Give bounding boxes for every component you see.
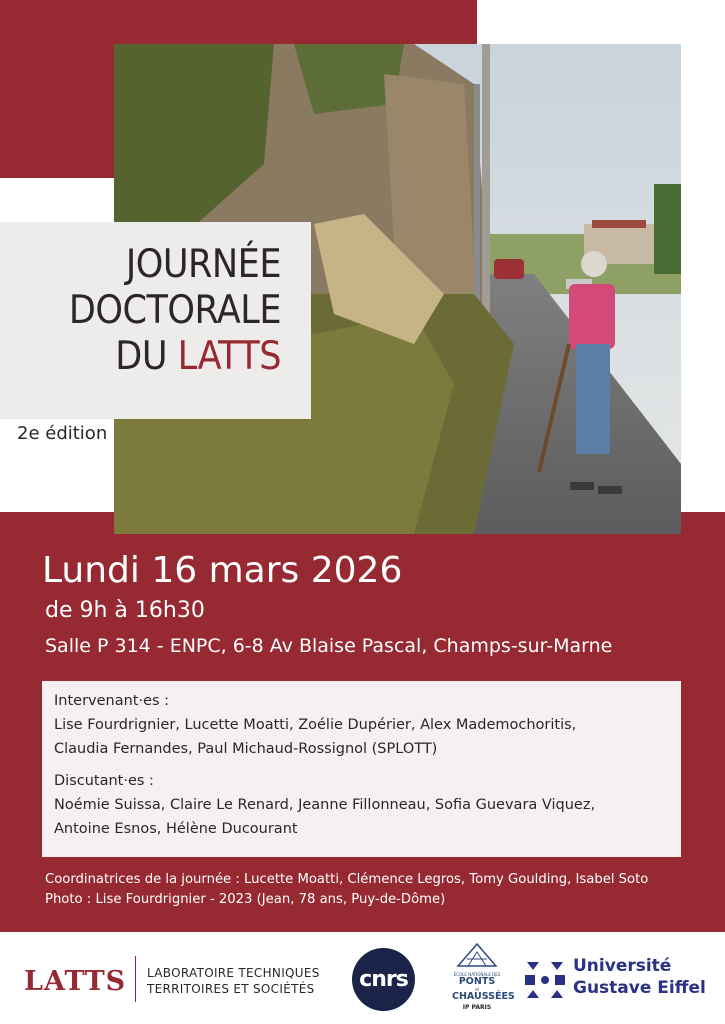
discussants-line-2: Antoine Esnos, Hélène Ducourant: [54, 821, 298, 837]
ip-paris-label: IP PARIS: [462, 1004, 492, 1011]
edition-label: 2e édition: [17, 423, 108, 444]
ponts-conjunction: et: [474, 987, 480, 992]
participants-panel: [42, 681, 681, 857]
uge-line-1: Université: [573, 956, 672, 976]
title-panel: [0, 222, 311, 419]
latts-logo: LATTS: [24, 966, 127, 997]
speakers-line-2: Claudia Fernandes, Paul Michaud-Rossignol (SPLOTT): [54, 741, 438, 757]
uge-name: [573, 955, 706, 999]
lab-name-line-2: TERRITOIRES ET SOCIÉTÉS: [147, 982, 315, 996]
partner-logos-footer: [0, 932, 725, 1024]
event-title: [69, 242, 281, 380]
uge-line-2: Gustave Eiffel: [573, 978, 706, 998]
discussants-line-1: Noémie Suissa, Claire Le Renard, Jeanne Fillonneau, Sofia Guevara Viquez,: [54, 797, 596, 813]
uge-logo: [523, 954, 723, 1009]
credits: [45, 870, 648, 910]
lab-name-line-1: LABORATOIRE TECHNIQUES: [147, 966, 320, 980]
uge-emblem-icon: [523, 958, 567, 1002]
ponts-logo: [452, 942, 515, 1022]
title-prefix: DU: [115, 334, 178, 379]
lab-name: [147, 965, 320, 997]
event-venue: Salle P 314 - ENPC, 6-8 Av Blaise Pascal, Champs-sur-Marne: [45, 635, 613, 657]
title-line-2: DOCTORALE: [68, 288, 281, 333]
title-line-1: JOURNÉE: [125, 242, 281, 287]
ponts-word-1: PONTS: [458, 976, 496, 987]
title-line-3: [69, 334, 281, 380]
discussants-heading: Discutant·es :: [54, 773, 154, 789]
event-date: Lundi 16 mars 2026: [42, 550, 403, 591]
ponts-triangle-icon: [452, 942, 502, 968]
photo-credit: Photo : Lise Fourdrignier - 2023 (Jean, 78 ans, Puy-de-Dôme): [45, 892, 446, 907]
ponts-word-2: CHAUSSÉES: [452, 991, 515, 1002]
speakers-line-1: Lise Fourdrignier, Lucette Moatti, Zoélie Dupérier, Alex Mademochoritis,: [54, 717, 577, 733]
ponts-subtitle: ÉCOLE NATIONALE DES: [453, 972, 501, 977]
coordinators-credit: Coordinatrices de la journée : Lucette Moatti, Clémence Legros, Tomy Goulding, Isabel Soto: [45, 872, 649, 887]
title-highlight: LATTS: [177, 334, 281, 379]
logo-divider: [135, 956, 136, 1002]
cnrs-logo: cnrs: [352, 948, 415, 1011]
speakers-heading: Intervenant·es :: [54, 693, 170, 709]
event-hours: de 9h à 16h30: [45, 598, 205, 623]
